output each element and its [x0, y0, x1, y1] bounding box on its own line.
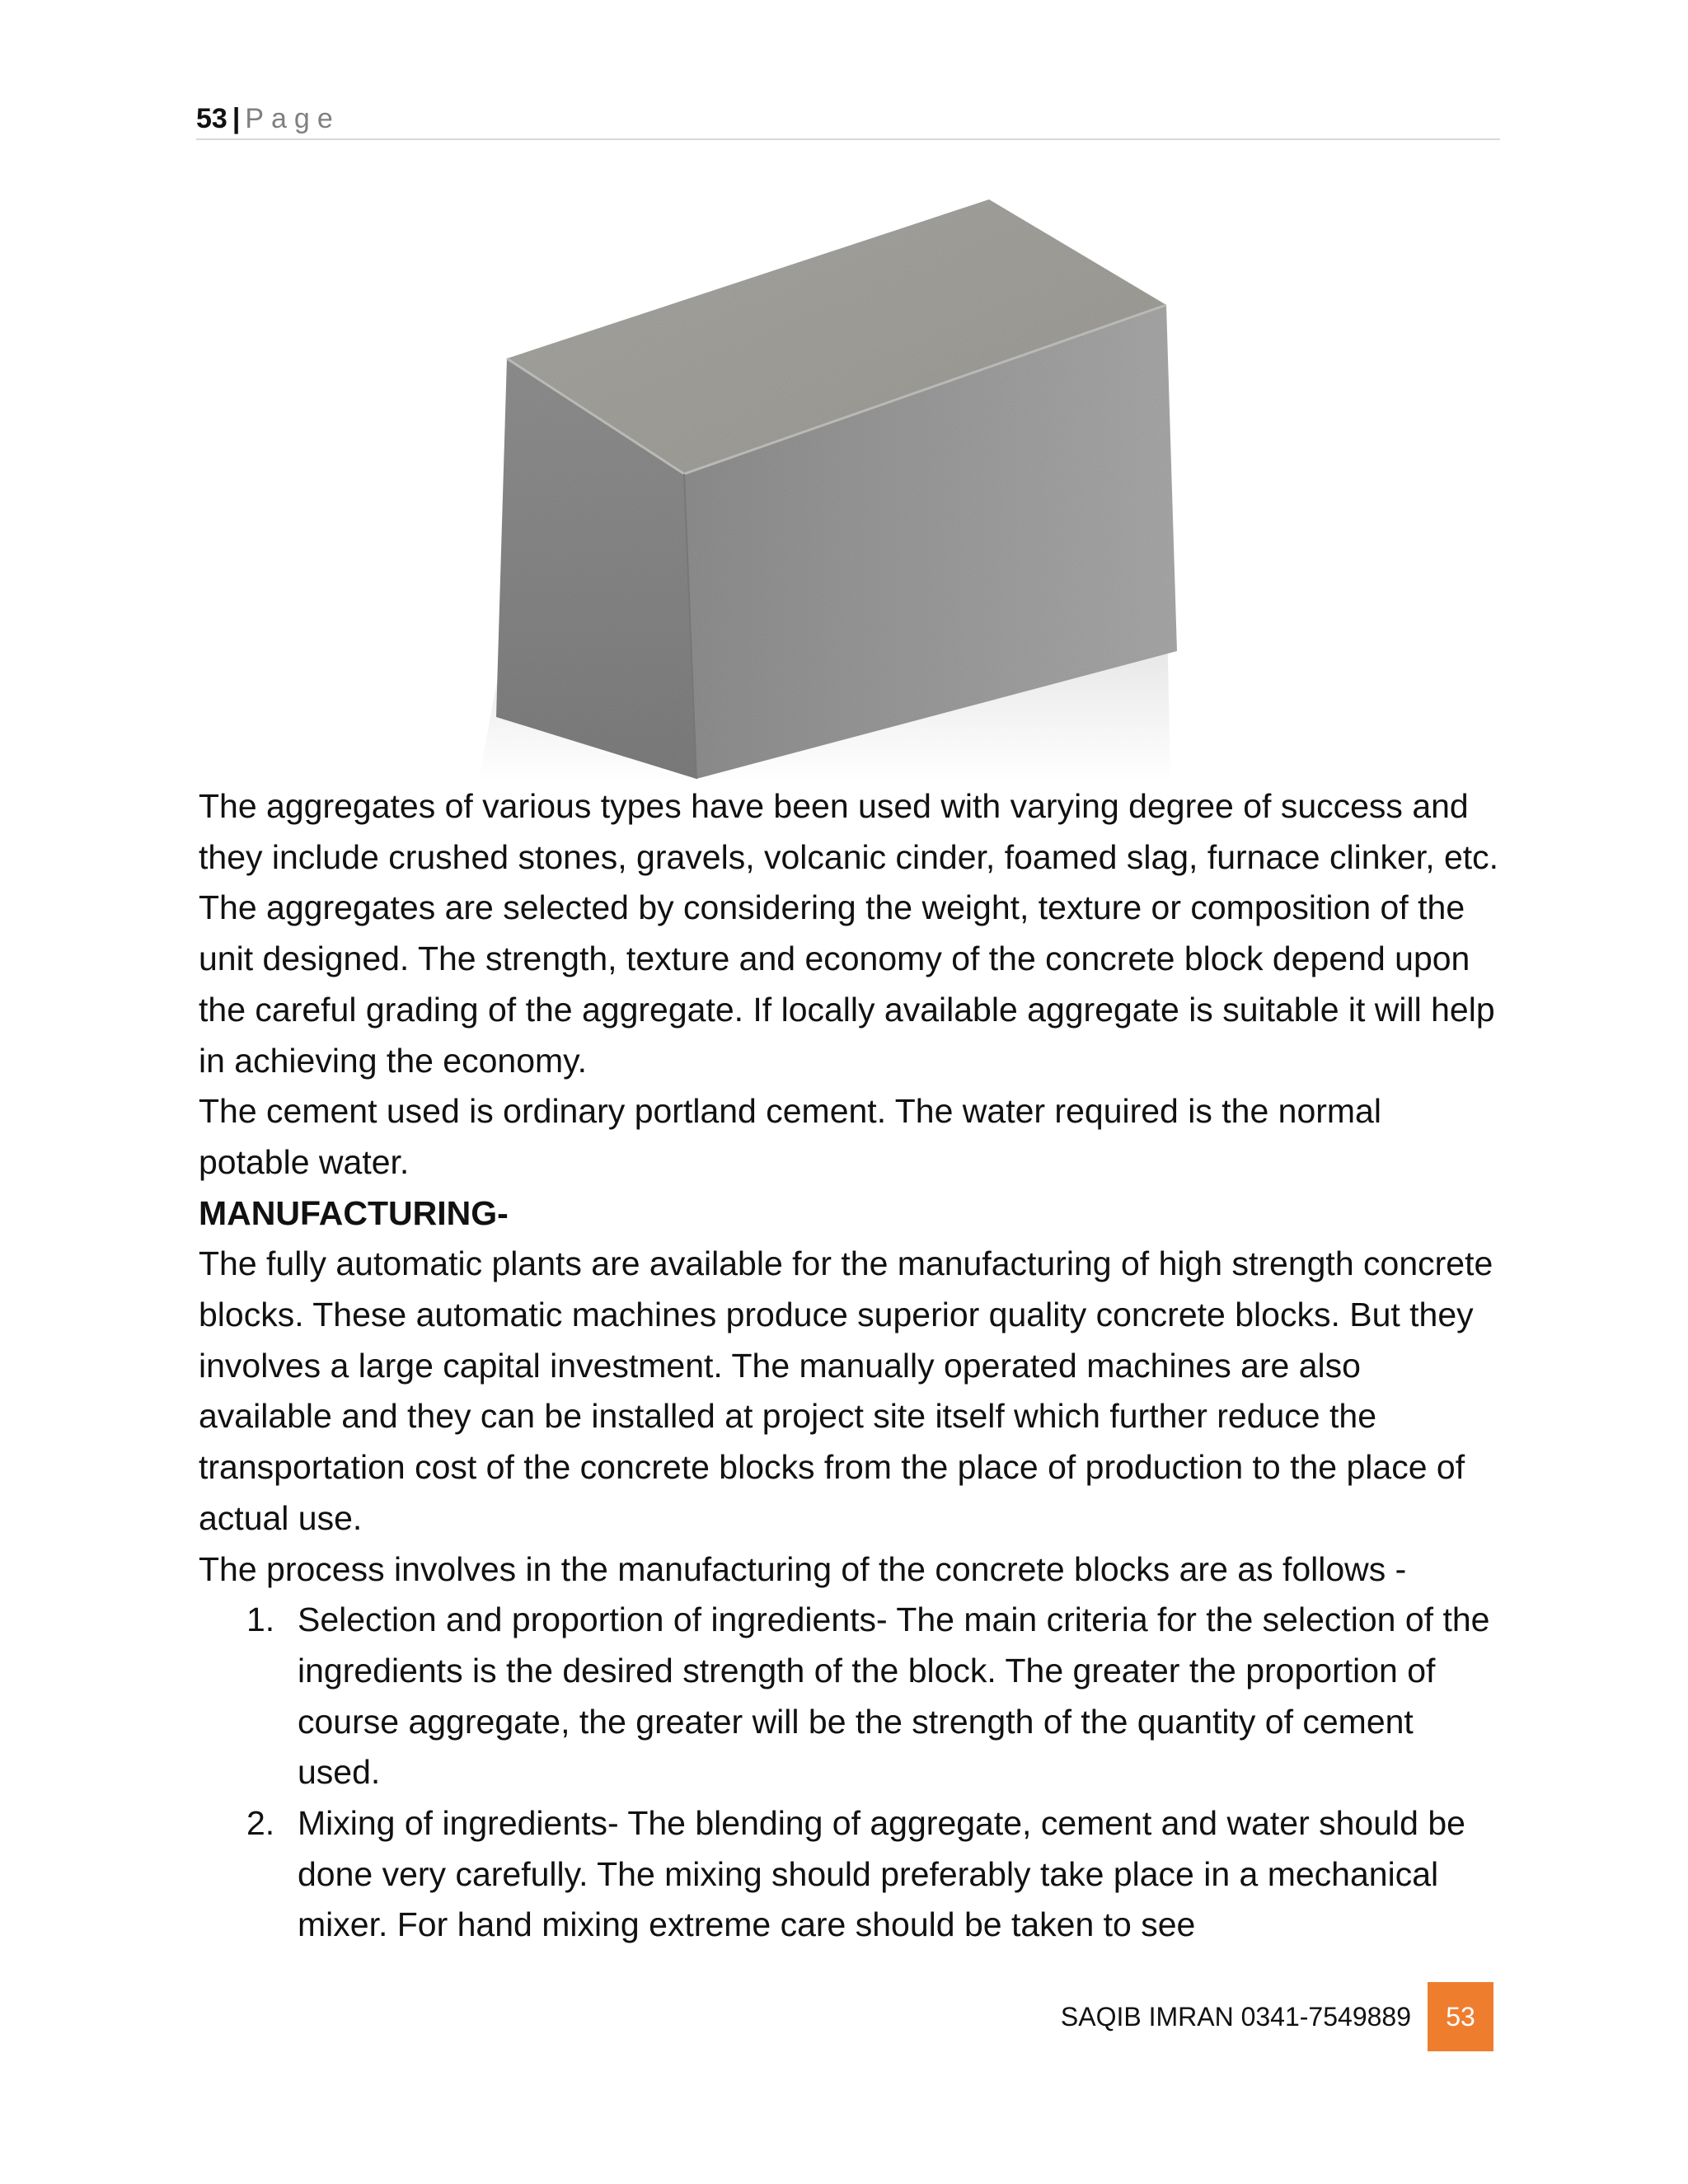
list-item-number: 1.	[246, 1601, 275, 1639]
list-item-text: Mixing of ingredients- The blending of aggregate, cement and water should be done very carefully. The mixing should preferably take place in a mechanical mixer. For hand mixing extreme care should be taken to see	[298, 1804, 1465, 1944]
body-paragraph: The aggregates of various types have been used with varying degree of success and they include crushed stones, gravels, volcanic cinder, foamed slag, furnace clinker, etc. The aggregates are selected by considering the weight, texture or composition of the unit designed. The strength, texture and economy of the concrete block depend upon the careful grading of the aggregate. If locally available aggregate is suitable it will help in achieving the economy.	[199, 787, 1499, 1080]
list-item-number: 2.	[246, 1804, 275, 1843]
list-item	[199, 1595, 1501, 1798]
concrete-block-image	[478, 190, 1187, 783]
header-page-word: Page	[245, 103, 340, 134]
footer-page-number: 53	[1428, 1982, 1493, 2051]
section-heading: MANUFACTURING-	[199, 1193, 509, 1232]
list-item	[199, 1798, 1501, 1951]
footer-author: SAQIB IMRAN 0341-7549889	[1060, 2001, 1411, 2032]
body-paragraph: The fully automatic plants are available for the manufacturing of high strength concrete blocks. These automatic machines produce superior quality concrete blocks. But they involves a large capital investment. The manually operated machines are also available and they can be installed at project site itself which further reduce the transportation cost of the concrete blocks from the place of production to the place of actual use.	[199, 1244, 1493, 1537]
header-page-number: 53	[196, 103, 227, 134]
page-footer	[1061, 1982, 1493, 2051]
list-item-text: Selection and proportion of ingredients- The main criteria for the selection of the ingredients is the desired strength of the block. The greater the proportion of course aggregate, the greater will be the strength of the quantity of cement used.	[298, 1601, 1490, 1792]
body-paragraph: The process involves in the manufacturing of the concrete blocks are as follows -	[199, 1549, 1407, 1588]
header-separator: |	[232, 103, 241, 134]
page-body	[199, 781, 1501, 1951]
process-list	[199, 1595, 1501, 1951]
page-header	[196, 97, 1500, 140]
body-paragraph: The cement used is ordinary portland cement. The water required is the normal potable water.	[199, 1092, 1381, 1181]
